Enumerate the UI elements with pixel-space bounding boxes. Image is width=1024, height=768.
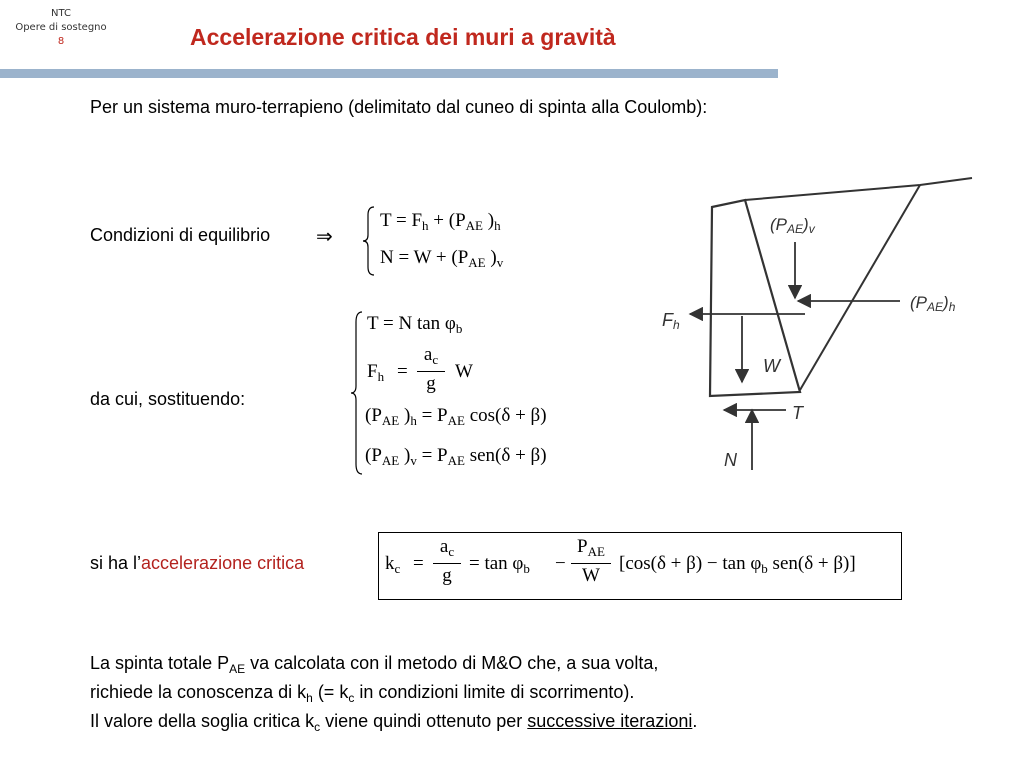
substitution-eq2-lhs: $F_h$ xyxy=(367,361,385,384)
critical-minus: − xyxy=(555,553,566,574)
failure-wedge-line xyxy=(800,185,920,390)
equilibrium-eq1: $T = F_h + (P_{AE}$ )$_h$ xyxy=(380,210,501,233)
critical-equals: = xyxy=(413,553,424,574)
label-pae-v: (PAE)v xyxy=(770,215,815,236)
substitution-eq2-equals: = xyxy=(397,361,408,382)
header-line-ntc: NTC xyxy=(51,8,71,19)
critical-equation-box xyxy=(378,532,902,600)
critical-fraction-pae-w: $P_{AE}$ W xyxy=(571,536,611,586)
label-fh: Fh xyxy=(662,310,680,332)
title-rule xyxy=(0,69,778,78)
critical-fraction-ac-g: $a_c$ g xyxy=(433,536,461,586)
critical-bracket-term: [$\cos(\delta + \beta) - \tan \varphi_b$ sen(δ + β)] xyxy=(619,553,856,576)
equilibrium-eq2: $N = W + (P_{AE}$ )$_v$ xyxy=(380,247,504,270)
implies-arrow: ⇒ xyxy=(316,226,333,248)
bottom-line-3: Il valore della soglia critica $k_c$ viene quindi ottenuto per successive iterazioni. xyxy=(90,711,698,734)
critical-label: si ha l’accelerazione critica xyxy=(90,553,305,573)
header-meta xyxy=(0,7,122,49)
substitution-eq1: T = N $\tan \varphi_b$ xyxy=(367,313,463,336)
substitution-brace xyxy=(350,310,364,476)
substitution-eq2-fraction: $a_c$ g xyxy=(417,344,445,394)
page-number: 8 xyxy=(57,36,65,47)
bottom-paragraph xyxy=(90,652,697,739)
bottom-line-1: La spinta totale $P_{AE}$ va calcolata con il metodo di M&O che, a sua volta, xyxy=(90,653,659,676)
page-title: Accelerazione critica dei muri a gravità xyxy=(190,24,616,50)
substitution-eq4: ($P_{AE}$ )$_v = P_{AE}$ sen(δ + β) xyxy=(365,445,547,468)
label-w: W xyxy=(763,356,780,376)
substitution-eq2-rhs: W xyxy=(455,361,473,382)
backfill-surface xyxy=(745,178,972,200)
label-t: T xyxy=(792,403,803,423)
substitution-label: da cui, sostituendo: xyxy=(90,389,246,409)
retaining-wall-figure xyxy=(650,170,1024,490)
label-n: N xyxy=(724,450,737,470)
label-pae-h: (PAE)h xyxy=(910,293,956,314)
header-line-subject: Opere di sostegno xyxy=(15,22,107,33)
bottom-line-2: richiede la conoscenza di $k_h$ (= $k_c$ in condizioni limite di scorrimento). xyxy=(90,682,635,705)
intro-text: Per un sistema muro-terrapieno (delimitato dal cuneo di spinta alla Coulomb): xyxy=(90,97,708,117)
critical-tan-term: = $\tan \varphi_b$ xyxy=(469,553,530,576)
equilibrium-label: Condizioni di equilibrio xyxy=(90,225,271,245)
substitution-eq3: ($P_{AE}$ )$_h = P_{AE}$ cos(δ + β) xyxy=(365,405,547,428)
successive-iterations-text: successive iterazioni xyxy=(527,711,693,731)
critical-k: $k_c$ xyxy=(385,553,401,576)
equilibrium-brace xyxy=(362,205,376,277)
